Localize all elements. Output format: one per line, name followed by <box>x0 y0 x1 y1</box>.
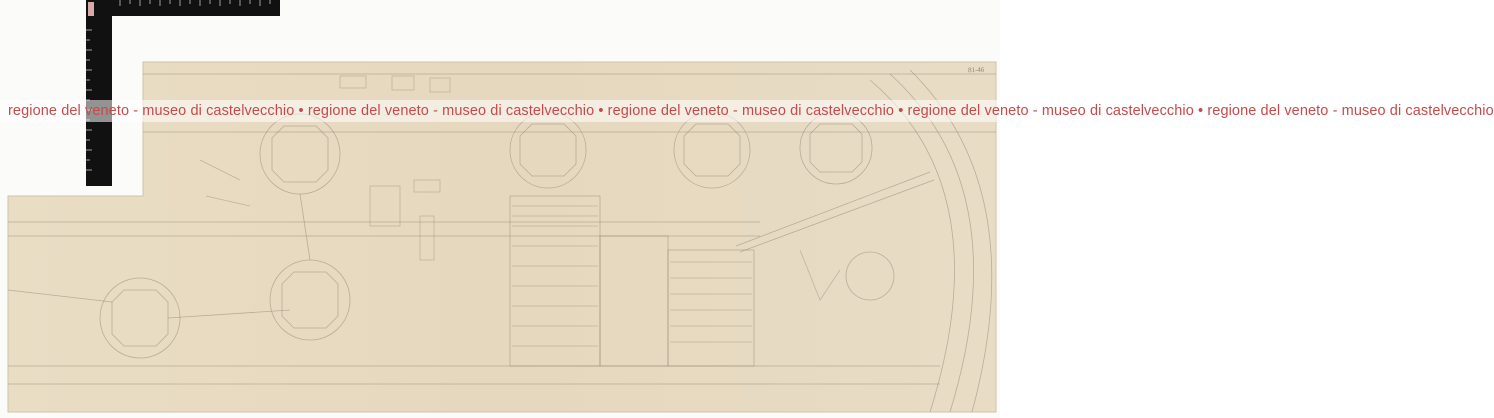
watermark-band <box>0 100 1494 122</box>
sheet-code-label: 81-46 <box>967 65 985 75</box>
watermark-text: regione del veneto - museo di castelvecchio • regione del veneto - museo di castelvecchio • regione del veneto - museo di castelvecchio • regione del veneto - museo di castelvecchio • regione del veneto - museo di castelvecchio <box>8 103 1494 119</box>
